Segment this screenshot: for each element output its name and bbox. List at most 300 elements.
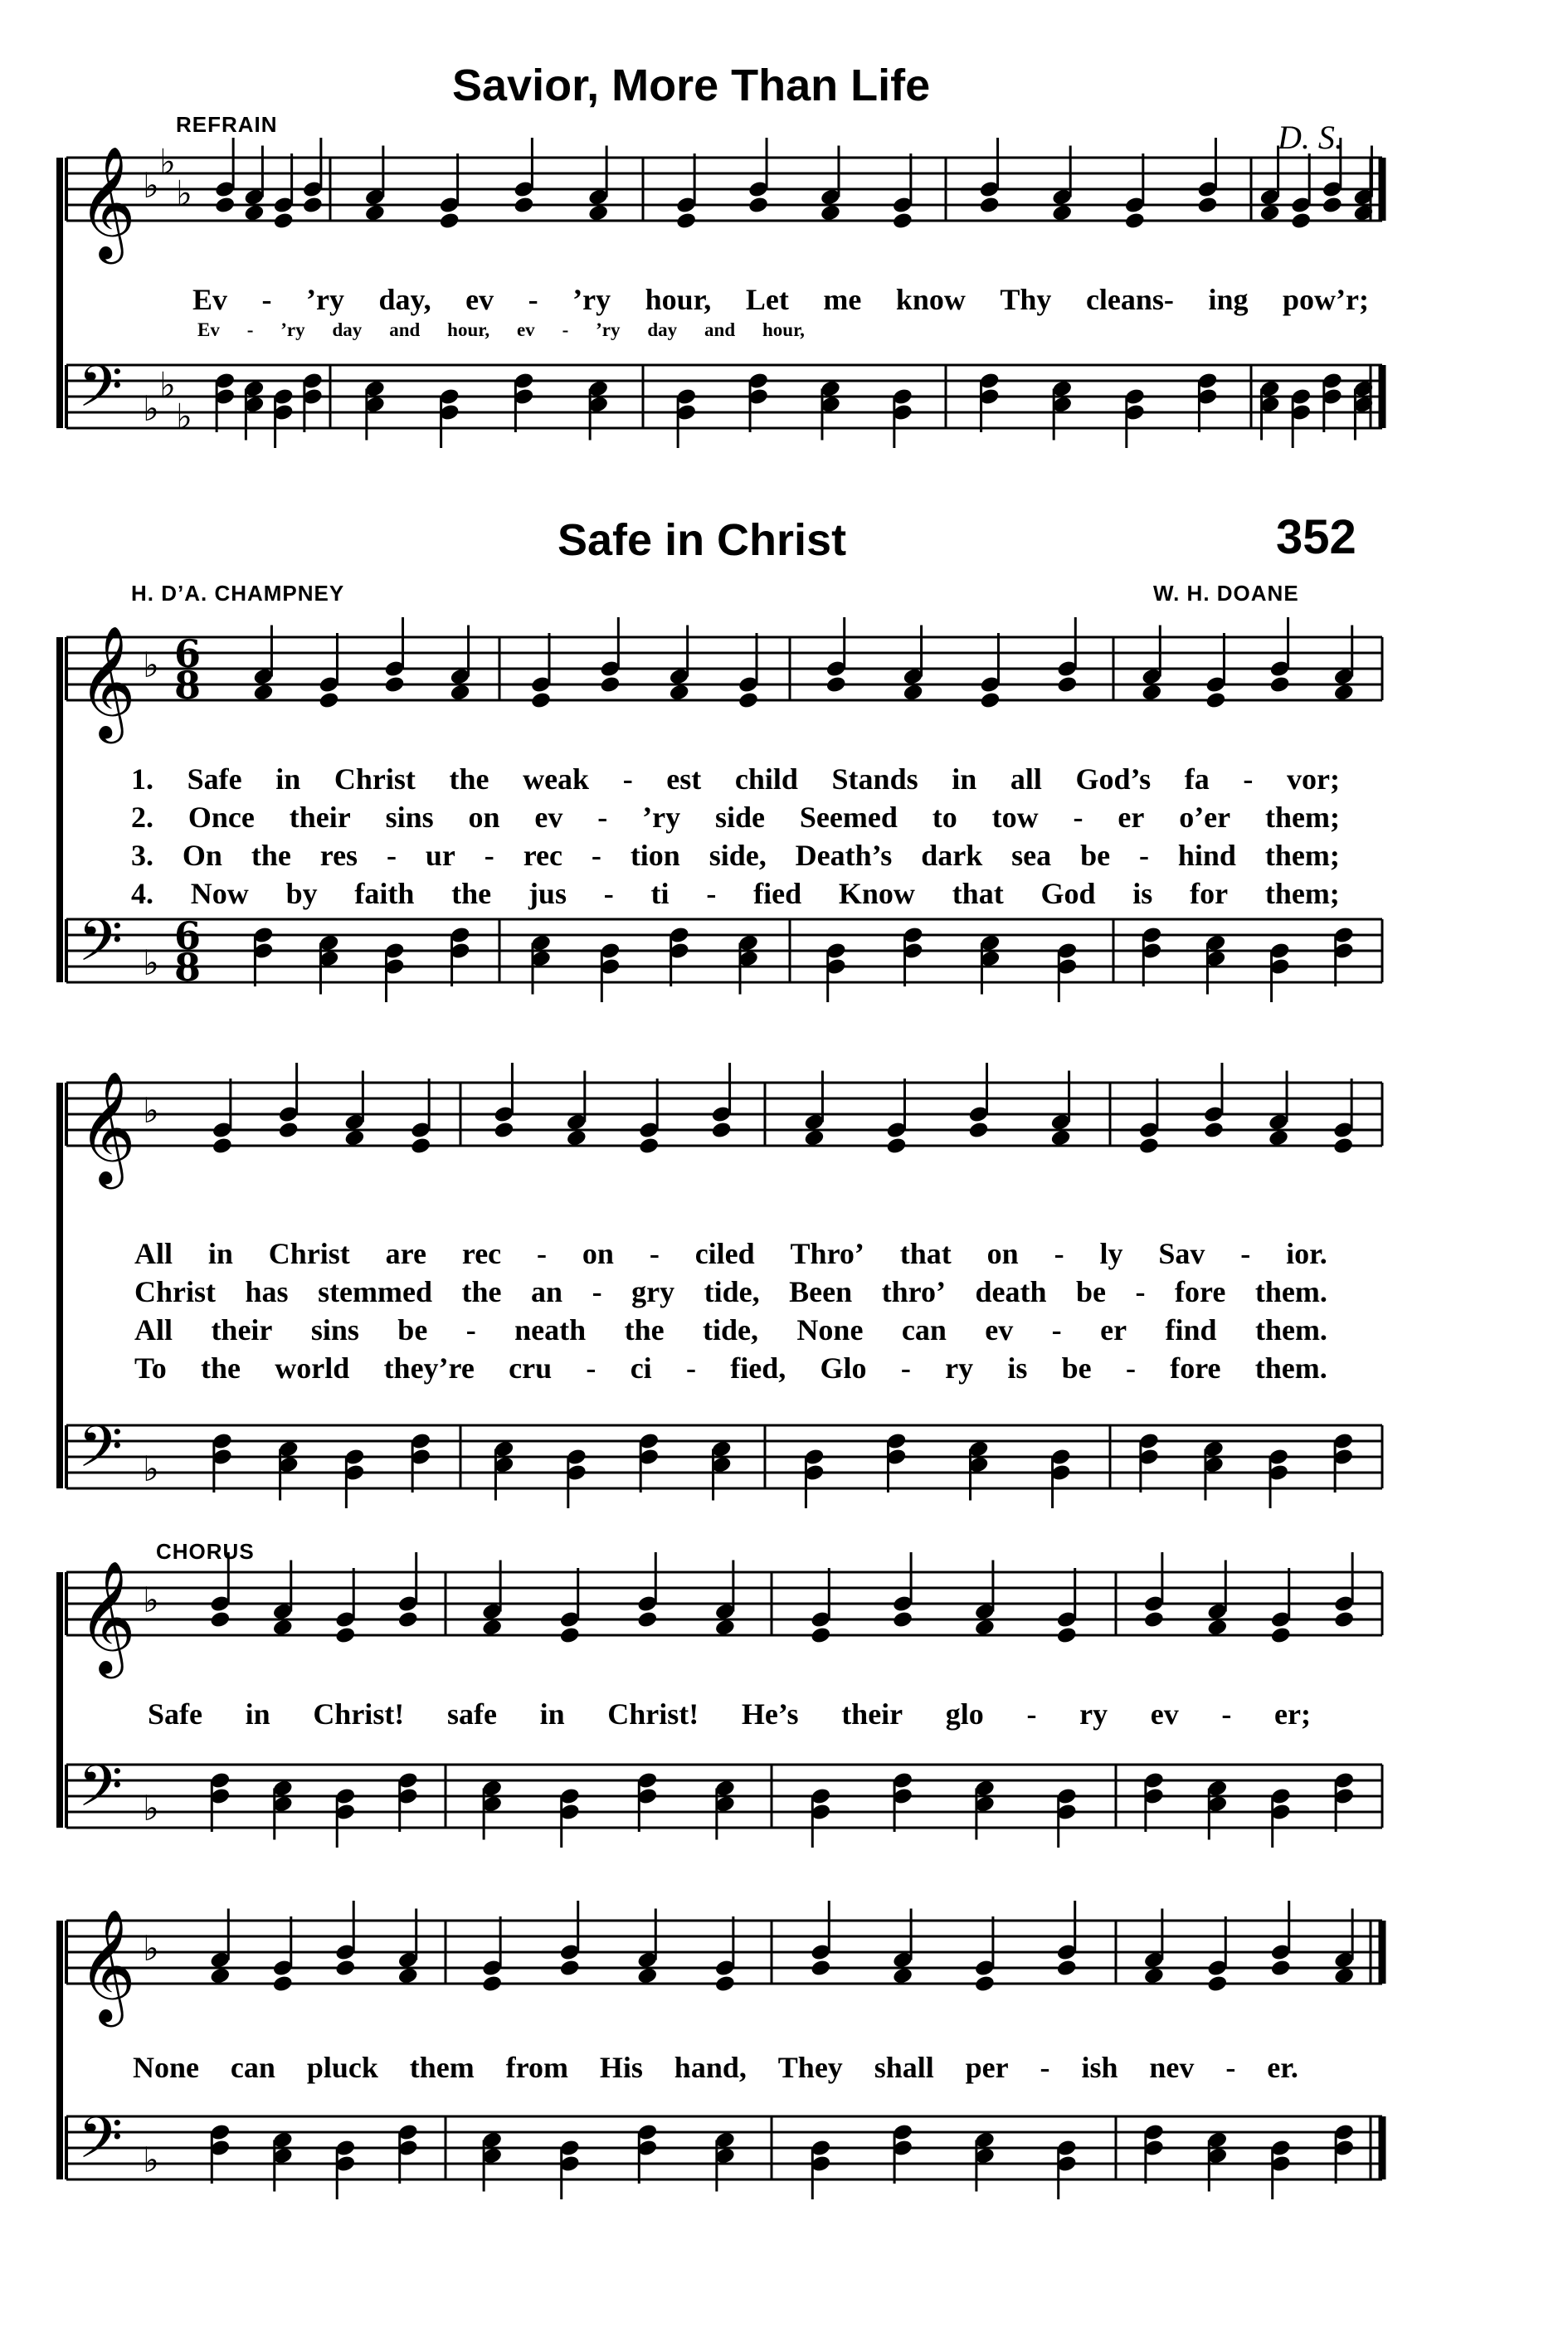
treble-note — [1203, 1121, 1225, 1140]
lyric-syllable: er. — [1267, 2051, 1298, 2084]
lyric-syllable: tide, — [703, 1313, 758, 1346]
lyric-syllable: Let — [745, 283, 789, 316]
lyric-syllable: can — [901, 1313, 947, 1346]
lyric-syllable: their — [289, 801, 351, 834]
verse-lyric-line — [134, 1351, 1327, 1385]
treble-note — [714, 1618, 736, 1637]
treble-note — [278, 1121, 299, 1140]
lyric-syllable: ry — [945, 1351, 974, 1385]
flat-sign-icon: ♭ — [143, 1788, 159, 1829]
author-credit: H. D’A. CHAMPNEY — [131, 581, 345, 606]
lyric-syllable: fore — [1175, 1275, 1226, 1308]
lyric-syllable: an — [531, 1275, 563, 1308]
lyric-syllable: sins — [310, 1313, 359, 1346]
lyric-syllable: is — [1007, 1351, 1028, 1385]
lyric-syllable: Safe — [148, 1697, 202, 1731]
treble-note — [1332, 1137, 1354, 1156]
treble-note — [209, 1966, 231, 1985]
lyric-syllable: the — [451, 877, 492, 910]
lyric-syllable: - — [1051, 1313, 1062, 1346]
treble-note — [209, 1610, 231, 1629]
chorus-lyric-line — [133, 2050, 1298, 2085]
hymn-title-top: Savior, More Than Life — [452, 61, 931, 110]
lyric-syllable: 2. — [131, 801, 153, 834]
treble-note — [530, 691, 552, 710]
verse-lyric-line — [131, 876, 1340, 911]
lyric-syllable: be — [1061, 1351, 1092, 1385]
treble-note — [1143, 1610, 1165, 1629]
lyric-syllable: - — [528, 283, 538, 316]
treble-note — [892, 1610, 913, 1629]
treble-note — [1049, 1128, 1071, 1147]
lyric-syllable: God’s — [1075, 762, 1152, 796]
treble-note — [559, 1959, 581, 1978]
lyric-syllable: and — [704, 319, 736, 340]
lyric-syllable: for — [1190, 877, 1229, 910]
lyric-syllable: - — [1040, 2051, 1050, 2084]
lyric-syllable: in — [275, 762, 301, 796]
flat-sign-icon: ♭ — [143, 1449, 159, 1489]
treble-note — [493, 1121, 514, 1140]
lyric-syllable: gry — [631, 1275, 675, 1308]
lyric-syllable: ev — [516, 319, 535, 340]
lyric-syllable: rec — [461, 1237, 502, 1270]
lyric-syllable: - — [1221, 1697, 1232, 1731]
verse-lyric-line — [134, 1312, 1327, 1347]
lyric-syllable: per — [965, 2051, 1009, 2084]
lyric-syllable: ’ry — [306, 283, 345, 316]
lyric-syllable: - — [591, 839, 601, 872]
refrain-lyric-line-alt — [197, 319, 805, 341]
lyric-syllable: hind — [1177, 839, 1236, 872]
treble-clef-icon: 𝄞 — [78, 1069, 136, 1184]
lyric-syllable: be — [1076, 1275, 1107, 1308]
treble-note — [252, 683, 274, 702]
lyric-syllable: all — [1010, 762, 1042, 796]
treble-clef-icon: 𝄞 — [78, 144, 136, 259]
lyric-syllable: Safe — [187, 762, 242, 796]
treble-note — [675, 212, 697, 231]
treble-note — [212, 1137, 233, 1156]
treble-note — [566, 1128, 587, 1147]
lyric-syllable: hand, — [674, 2051, 747, 2084]
treble-note — [243, 203, 265, 222]
lyric-syllable: day — [332, 319, 363, 340]
lyric-syllable: their — [841, 1697, 903, 1731]
bass-clef-icon: 𝄢 — [78, 1413, 124, 1494]
treble-note — [1333, 683, 1355, 702]
lyric-syllable: None — [796, 1313, 864, 1346]
lyric-syllable: them — [409, 2051, 475, 2084]
lyric-syllable: - — [537, 1237, 548, 1270]
treble-note — [1290, 212, 1312, 231]
lyric-syllable: side — [714, 801, 765, 834]
lyric-syllable: - — [622, 762, 633, 796]
lyric-syllable: God — [1040, 877, 1096, 910]
lyric-syllable: weak — [523, 762, 590, 796]
lyric-syllable: To — [134, 1351, 167, 1385]
lyric-syllable: sea — [1011, 839, 1052, 872]
lyric-syllable: the — [624, 1313, 665, 1346]
treble-note — [559, 1626, 581, 1645]
lyric-syllable: - — [1225, 2051, 1236, 2084]
lyric-syllable: - — [592, 1275, 602, 1308]
lyric-syllable: ev — [534, 801, 563, 834]
treble-note — [710, 1121, 732, 1140]
lyric-syllable: hour, — [645, 283, 712, 316]
lyric-syllable: He’s — [741, 1697, 799, 1731]
treble-note — [302, 196, 324, 215]
lyric-syllable: them; — [1264, 877, 1340, 910]
lyric-syllable: ry — [1079, 1697, 1108, 1731]
treble-note — [1051, 203, 1073, 222]
lyric-syllable: fa — [1184, 762, 1210, 796]
treble-note — [1259, 203, 1280, 222]
lyric-syllable: - — [706, 877, 717, 910]
bass-clef-icon: 𝄢 — [78, 907, 124, 988]
treble-note — [810, 1959, 831, 1978]
lyric-syllable: that — [952, 877, 1004, 910]
treble-note — [1124, 212, 1146, 231]
flat-sign-icon: ♭ — [143, 165, 159, 206]
lyric-syllable: Ev — [197, 319, 220, 340]
treble-note — [513, 196, 534, 215]
lyric-syllable: - — [386, 839, 397, 872]
treble-note — [343, 1128, 365, 1147]
lyric-syllable: on — [468, 801, 500, 834]
verse-lyric-line — [134, 1274, 1327, 1309]
treble-note — [1206, 1975, 1228, 1994]
lyric-syllable: - — [484, 839, 494, 872]
treble-note — [383, 675, 405, 694]
lyric-syllable: safe — [446, 1697, 497, 1731]
treble-note — [892, 1966, 913, 1985]
lyric-syllable: - — [562, 319, 569, 340]
lyric-syllable: o’er — [1179, 801, 1231, 834]
lyric-syllable: faith — [354, 877, 415, 910]
lyric-syllable: Seemed — [799, 801, 898, 834]
lyric-syllable: that — [899, 1237, 952, 1270]
lyric-syllable: know — [895, 283, 966, 316]
lyric-syllable: by — [285, 877, 318, 910]
lyric-syllable: Christ — [134, 1275, 216, 1308]
lyric-syllable: find — [1165, 1313, 1217, 1346]
treble-note — [481, 1975, 503, 1994]
time-signature-bottom: 8 — [174, 663, 202, 708]
lyric-syllable: ci — [630, 1351, 652, 1385]
lyric-syllable: Death’s — [795, 839, 893, 872]
lyric-syllable: His — [599, 2051, 643, 2084]
verse-lyric-line — [134, 1236, 1327, 1271]
lyric-syllable: fied — [753, 877, 802, 910]
lyric-syllable: on — [986, 1237, 1019, 1270]
treble-note — [978, 196, 1000, 215]
lyric-syllable: - — [1243, 762, 1254, 796]
lyric-syllable: ly — [1099, 1237, 1123, 1270]
lyric-syllable: are — [385, 1237, 426, 1270]
treble-note — [979, 691, 1001, 710]
treble-note — [669, 683, 690, 702]
treble-note — [974, 1975, 996, 1994]
lyric-syllable: in — [539, 1697, 565, 1731]
lyric-syllable: stemmed — [318, 1275, 433, 1308]
lyric-syllable: - — [1026, 1697, 1037, 1731]
lyric-syllable: er — [1118, 801, 1145, 834]
lyric-syllable: the — [201, 1351, 241, 1385]
lyric-syllable: ur — [425, 839, 455, 872]
chorus-lyric-line — [148, 1697, 1311, 1731]
lyric-syllable: ev — [985, 1313, 1014, 1346]
lyric-syllable: ’ry — [572, 283, 611, 316]
time-signature-top: 6 — [174, 631, 202, 676]
treble-note — [272, 1975, 294, 1994]
flat-sign-icon: ♭ — [176, 396, 192, 437]
treble-note — [439, 212, 460, 231]
lyric-syllable: pluck — [306, 2051, 378, 2084]
treble-note — [803, 1128, 825, 1147]
lyric-syllable: ’ry — [280, 319, 305, 340]
lyric-syllable: - — [900, 1351, 911, 1385]
lyric-syllable: Ev — [192, 283, 228, 316]
lyric-syllable: them. — [1254, 1275, 1327, 1308]
lyric-syllable: All — [134, 1313, 173, 1346]
lyric-syllable: est — [666, 762, 702, 796]
lyric-syllable: - — [1135, 1275, 1146, 1308]
verse-lyric-line — [131, 838, 1340, 873]
lyric-syllable: them. — [1254, 1313, 1327, 1346]
lyric-syllable: tow — [991, 801, 1039, 834]
treble-note — [273, 212, 295, 231]
time-signature-bottom: 8 — [174, 945, 202, 990]
treble-note — [810, 1626, 831, 1645]
lyric-syllable: the — [461, 1275, 502, 1308]
lyric-syllable: ev — [465, 283, 494, 316]
treble-note — [481, 1618, 503, 1637]
lyric-syllable: hour, — [762, 319, 805, 340]
lyric-syllable: them; — [1264, 839, 1340, 872]
bass-clef-icon: 𝄢 — [78, 2104, 124, 2185]
treble-note — [1322, 196, 1343, 215]
lyric-syllable: rec — [523, 839, 562, 872]
lyric-syllable: day, — [378, 283, 431, 316]
lyric-syllable: is — [1132, 877, 1153, 910]
lyric-syllable: - — [597, 801, 608, 834]
treble-note — [825, 675, 847, 694]
treble-note — [334, 1959, 356, 1978]
bass-clef-icon: 𝄢 — [78, 1752, 124, 1833]
flat-sign-icon: ♭ — [143, 645, 159, 685]
lyric-syllable: Christ — [334, 762, 416, 796]
treble-clef-icon: 𝄞 — [78, 1559, 136, 1673]
bass-clef-icon: 𝄢 — [78, 353, 124, 434]
lyric-syllable: Glo — [820, 1351, 867, 1385]
treble-note — [902, 683, 923, 702]
lyric-syllable: er — [1100, 1313, 1127, 1346]
lyric-syllable: fore — [1170, 1351, 1221, 1385]
lyric-syllable: They — [777, 2051, 843, 2084]
lyric-syllable: cru — [509, 1351, 553, 1385]
lyric-syllable: - — [1125, 1351, 1136, 1385]
lyric-syllable: All — [134, 1237, 173, 1270]
lyric-syllable: res — [319, 839, 358, 872]
lyric-syllable: ish — [1081, 2051, 1118, 2084]
treble-note — [1269, 675, 1290, 694]
treble-note — [1056, 675, 1078, 694]
chorus-label: CHORUS — [156, 1539, 255, 1564]
treble-note — [892, 212, 913, 231]
lyric-syllable: ’ry — [596, 319, 621, 340]
treble-note — [1270, 1626, 1292, 1645]
verse-lyric-line — [131, 762, 1340, 796]
treble-note — [967, 1121, 989, 1140]
treble-note — [214, 196, 236, 215]
treble-note — [364, 203, 386, 222]
treble-note — [334, 1626, 356, 1645]
treble-note — [397, 1610, 419, 1629]
lyric-syllable: to — [932, 801, 957, 834]
treble-note — [714, 1975, 736, 1994]
lyric-syllable: Know — [838, 877, 915, 910]
treble-note — [318, 691, 339, 710]
lyric-syllable: - — [603, 877, 614, 910]
treble-note — [820, 203, 841, 222]
lyric-syllable: ing — [1208, 283, 1249, 316]
treble-note — [1333, 1966, 1355, 1985]
lyric-syllable: ’ry — [642, 801, 681, 834]
lyric-syllable: 4. — [131, 877, 153, 910]
treble-note — [1333, 1610, 1355, 1629]
lyric-syllable: day — [647, 319, 678, 340]
lyric-syllable: - — [1073, 801, 1083, 834]
treble-note — [1270, 1959, 1292, 1978]
treble-note — [1206, 1618, 1228, 1637]
lyric-syllable: the — [449, 762, 489, 796]
verse-lyric-line — [131, 800, 1340, 835]
lyric-syllable: child — [734, 762, 798, 796]
lyric-syllable: ciled — [694, 1237, 755, 1270]
lyric-syllable: tide, — [704, 1275, 760, 1308]
lyric-syllable: ev — [1150, 1697, 1179, 1731]
lyric-syllable: their — [211, 1313, 273, 1346]
lyric-syllable: Christ! — [313, 1697, 405, 1731]
treble-note — [636, 1966, 658, 1985]
lyric-syllable: vor; — [1286, 762, 1340, 796]
lyric-syllable: - — [1138, 839, 1149, 872]
treble-note — [974, 1618, 996, 1637]
treble-note — [1143, 1966, 1165, 1985]
flat-sign-icon: ♭ — [176, 173, 192, 214]
lyric-syllable: from — [505, 2051, 568, 2084]
treble-note — [272, 1618, 294, 1637]
lyric-syllable: in — [952, 762, 977, 796]
lyric-syllable: fied, — [730, 1351, 786, 1385]
treble-note — [587, 203, 609, 222]
lyric-syllable: neath — [514, 1313, 587, 1346]
lyric-syllable: - — [465, 1313, 476, 1346]
lyric-syllable: them. — [1254, 1351, 1327, 1385]
lyric-syllable: has — [245, 1275, 289, 1308]
treble-note — [1138, 1137, 1160, 1156]
treble-note — [738, 691, 759, 710]
treble-note — [397, 1966, 419, 1985]
flat-sign-icon: ♭ — [143, 1090, 159, 1131]
lyric-syllable: - — [586, 1351, 597, 1385]
flat-sign-icon: ♭ — [143, 942, 159, 983]
treble-note — [638, 1137, 660, 1156]
lyric-syllable: the — [251, 839, 291, 872]
lyric-syllable: hour, — [447, 319, 490, 340]
lyric-syllable: None — [133, 2051, 199, 2084]
lyric-syllable: can — [230, 2051, 275, 2084]
lyric-syllable: - — [1054, 1237, 1064, 1270]
treble-clef-icon: 𝄞 — [78, 624, 136, 738]
lyric-syllable: they’re — [383, 1351, 475, 1385]
lyric-syllable: dark — [921, 839, 983, 872]
lyric-syllable: - — [261, 283, 272, 316]
lyric-syllable: Christ — [268, 1237, 350, 1270]
treble-note — [1056, 1626, 1078, 1645]
lyric-syllable: ti — [650, 877, 670, 910]
treble-note — [747, 196, 769, 215]
flat-sign-icon: ♭ — [159, 141, 176, 183]
lyric-syllable: jus — [528, 877, 567, 910]
lyric-syllable: Now — [190, 877, 249, 910]
flat-sign-icon: ♭ — [143, 1928, 159, 1969]
lyric-syllable: side, — [709, 839, 767, 872]
treble-note — [1141, 683, 1162, 702]
flat-sign-icon: ♭ — [159, 364, 176, 406]
lyric-syllable: - — [685, 1351, 696, 1385]
hymn-title-main: Safe in Christ — [558, 515, 847, 565]
lyric-syllable: them; — [1265, 801, 1340, 834]
lyric-syllable: Christ! — [607, 1697, 699, 1731]
treble-note — [1205, 691, 1226, 710]
lyric-syllable: be — [1080, 839, 1111, 872]
lyric-syllable: and — [389, 319, 421, 340]
hymn-number: 352 — [1276, 510, 1356, 564]
treble-clef-icon: 𝄞 — [78, 1907, 136, 2022]
lyric-syllable: 1. — [131, 762, 153, 796]
lyric-syllable: Stands — [831, 762, 918, 796]
flat-sign-icon: ♭ — [143, 2140, 159, 2180]
flat-sign-icon: ♭ — [143, 1580, 159, 1620]
da-segno-mark: D. S. — [1278, 119, 1343, 156]
treble-note — [1196, 196, 1218, 215]
time-signature-top: 6 — [174, 913, 202, 958]
treble-note — [410, 1137, 431, 1156]
lyric-syllable: Been — [789, 1275, 853, 1308]
refrain-label: REFRAIN — [176, 112, 278, 137]
lyric-syllable: Sav — [1158, 1237, 1205, 1270]
lyric-syllable: be — [397, 1313, 428, 1346]
lyric-syllable: er; — [1273, 1697, 1311, 1731]
lyric-syllable: On — [182, 839, 222, 872]
treble-note — [636, 1610, 658, 1629]
lyric-syllable: in — [207, 1237, 233, 1270]
lyric-syllable: - — [1240, 1237, 1251, 1270]
lyric-syllable: 3. — [131, 839, 153, 872]
treble-note — [1268, 1128, 1289, 1147]
lyric-syllable: ior. — [1286, 1237, 1327, 1270]
lyric-syllable: on — [582, 1237, 614, 1270]
lyric-syllable: shall — [874, 2051, 934, 2084]
lyric-syllable: cleans- — [1085, 283, 1174, 316]
lyric-syllable: world — [275, 1351, 350, 1385]
lyric-syllable: sins — [385, 801, 434, 834]
lyric-syllable: Thro’ — [790, 1237, 864, 1270]
lyric-syllable: pow’r; — [1282, 283, 1369, 316]
lyric-syllable: Thy — [1000, 283, 1052, 316]
